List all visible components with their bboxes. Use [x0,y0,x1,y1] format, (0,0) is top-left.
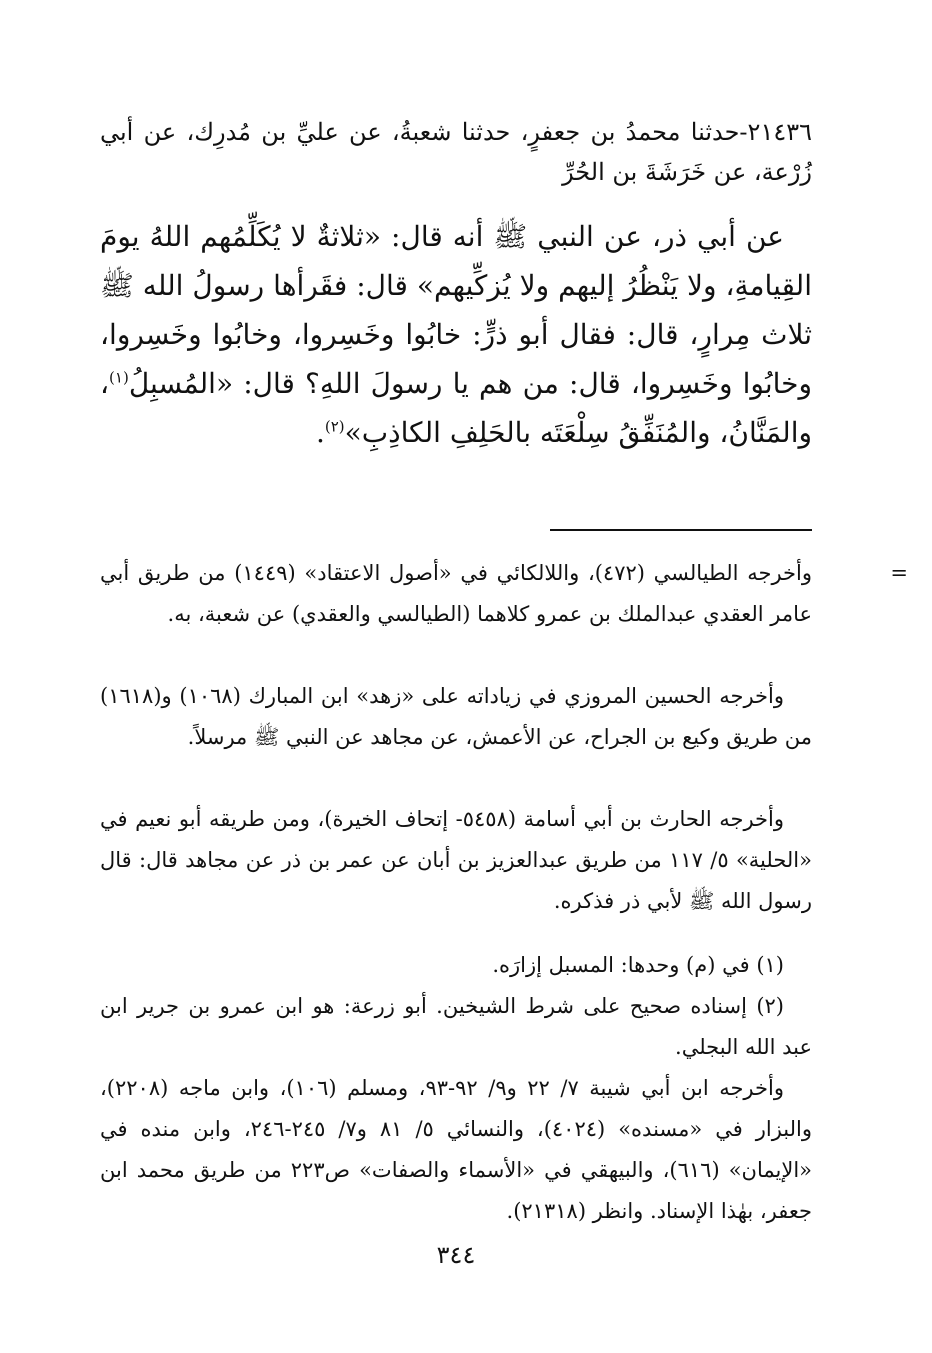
matn-text-end: . [315,416,325,449]
continuation-mark: = [890,561,908,585]
footnote-2: (٢) إسناده صحيح على شرط الشيخين. أبو زرعة: هو ابن عمرو بن جرير ابن عبد الله البجلي. [100,994,812,1059]
footnote-marker-2[interactable]: (٢) [324,417,345,436]
hadith-matn [100,212,812,457]
matn-text-middle: ، والمَنَّانُ، والمُنَفِّقُ سِلْعَتَه بالحَلِفِ الكاذِبِ» [100,367,812,449]
footnote-continued-text-1: وأخرجه الطيالسي (٤٧٢)، واللالكائي في «أصول الاعتقاد» (١٤٤٩) من طريق أبي عامر العقدي عبدالملك بن عمرو كلاهما (الطيالسي والعقدي) عن شعبة، به. [100,561,812,626]
footnote-1: (١) في (م) وحدها: المسبل إزارَه. [492,953,784,977]
footnote-marker-1[interactable]: (١) [109,368,129,387]
footnote-continued-paragraph-1 [100,553,908,635]
footnote-2-continued: وأخرجه ابن أبي شيبة ٧/ ٢٢ و٩/ ٩٢-٩٣، ومسلم (١٠٦)، وابن ماجه (٢٢٠٨)، والبزار في «مسنده» (٤٠٢٤)، والنسائي ٥/ ٨١ و٧/ ٢٤٥-٢٤٦، وابن منده في «الإيمان» (٦١٦)، والبيهقي في «الأسماء والصفات» ص٢٢٣ من طريق محمد ابن جعفر، بهٰذا الإسناد. وانظر (٢١٣١٨). [100,1076,813,1223]
hadith-isnad: ٢١٤٣٦-حدثنا محمدُ بن جعفرٍ، حدثنا شعبةُ، عن عليِّ بن مُدرِك، عن أبي زُرْعة، عن خَرَشَةَ بن الحُرِّ [100,118,812,186]
matn-text: عن أبي ذر، عن النبي ﷺ أنه قال: «ثلاثةٌ لا يُكَلِّمُهم اللهُ يومَ القِيامةِ، ولا يَنْظُرُ إليهم ولا يُزكِّيهم» قال: فقَرأها رسولُ الله ﷺ ثلاث مِرارٍ، قال: فقال أبو ذرٍّ: خابُوا وخَسِروا، وخابُوا وخَسِروا، وخابُوا وخَسِروا، قال: من هم يا رسولَ اللهِ؟ قال: «المُسبِلُ [100,220,812,400]
footnote-continued-paragraph-3: وأخرجه الحارث بن أبي أسامة (٥٤٥٨- إتحاف الخيرة)، ومن طريقه أبو نعيم في «الحلية» ٥/ ١١٧ من طريق عبدالعزيز بن أبان عن عمر بن ذر عن مجاهد قال: قال رسول الله ﷺ لأبي ذر فذكره. [100,807,812,913]
footnote-continued-paragraph-2: وأخرجه الحسين المروزي في زياداته على «زهد» ابن المبارك (١٠٦٨) و(١٦١٨) من طريق وكيع بن الجراح، عن الأعمش، عن مجاهد عن النبي ﷺ مرسلاً. [100,684,812,749]
page-number: ٣٤٤ [436,1241,476,1269]
footnote-divider [550,529,812,531]
